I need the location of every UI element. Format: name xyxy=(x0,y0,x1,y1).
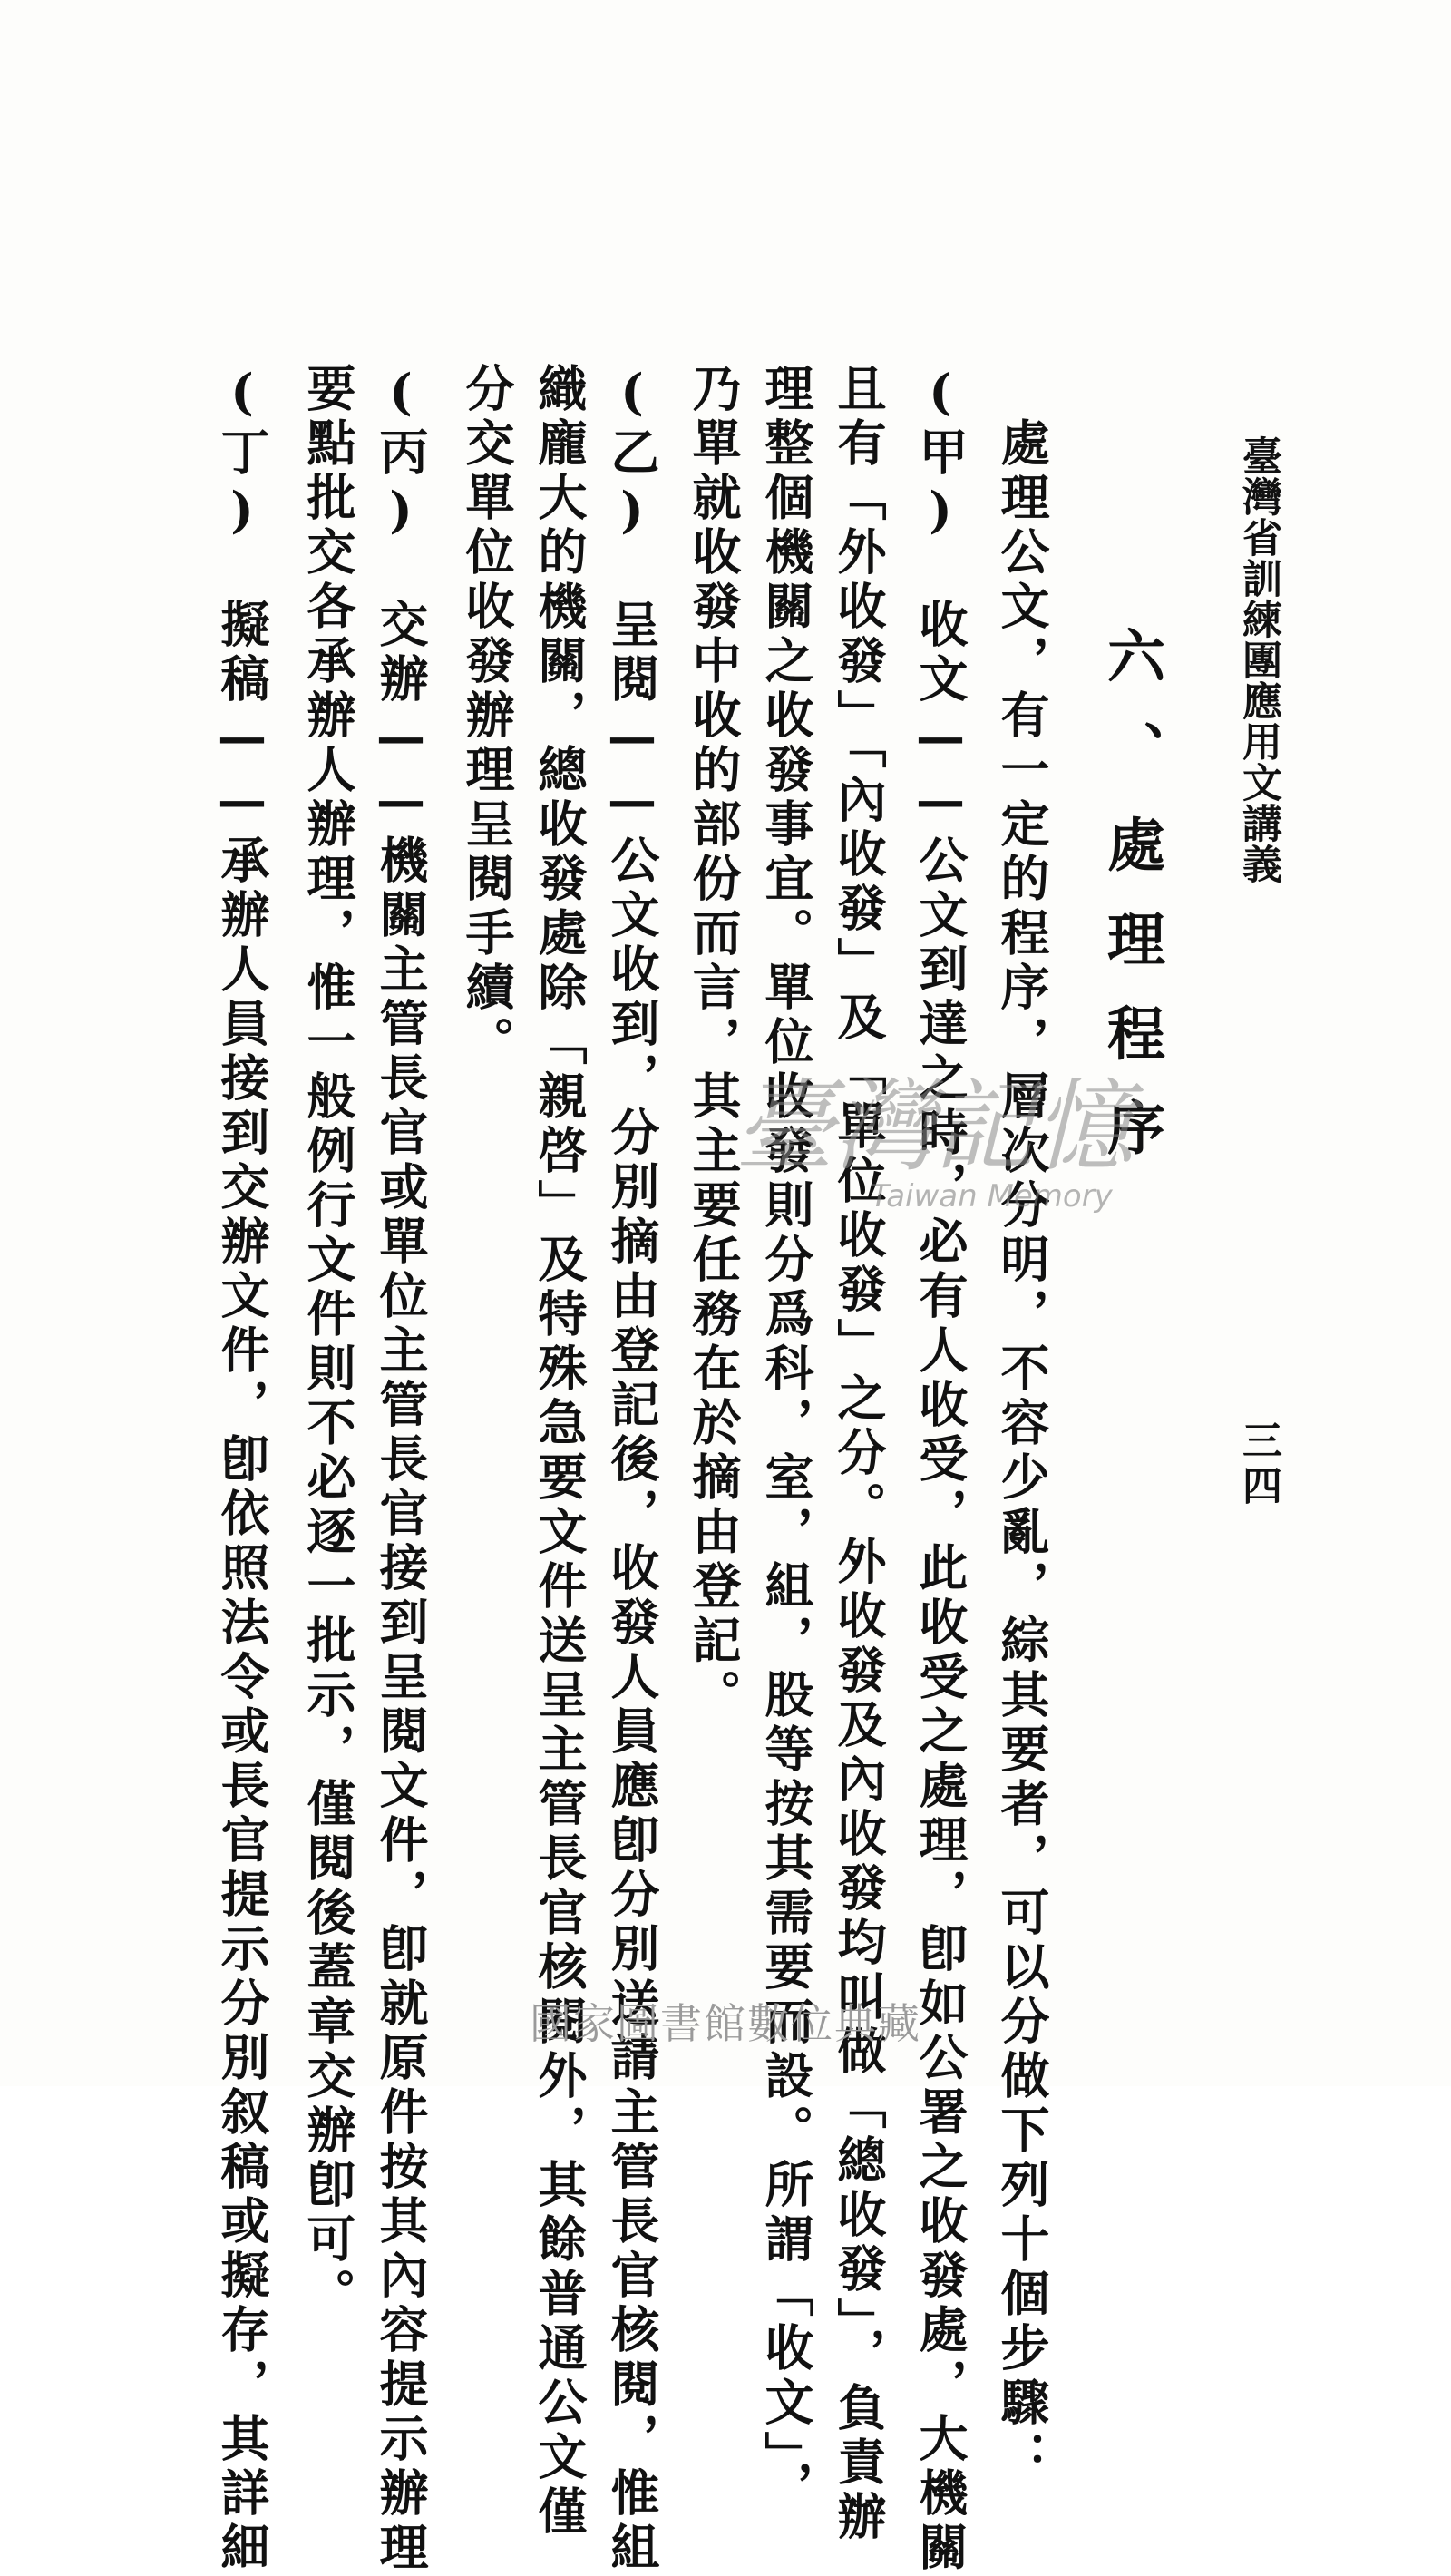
body-line: 理整個機關之收發事宜。單位收發則分爲科，室，組，股等按其需要而設。所謂「收文」， xyxy=(757,363,815,2515)
watermark-subtext: Taiwan Memory xyxy=(871,1178,1113,1215)
watermark-logo xyxy=(726,1061,1197,1215)
watermark-text: 臺灣記憶 xyxy=(735,1068,1134,1185)
body-line: 且有「外收發」「內收發」及「單位收發」之分。外收發及內收發均叫做「總收發」，負責辦 xyxy=(830,363,888,2545)
body-line: 處理公文，有一定的程序，層次分明，不容少亂，綜其要者，可以分做下列十個步驟： xyxy=(993,363,1051,2485)
body-line: (甲) 收文——公文到達之時，必有人收受，此收受之處理，卽如公署之收發處，大機關 xyxy=(911,363,969,2576)
body-line: 要點批交各承辦人辦理，惟一般例行文件則不必逐一批示，僅閱後蓋章交辦卽可。 xyxy=(299,363,357,2322)
footer-collection-label: 國家圖書館數位典藏 xyxy=(530,1999,921,2048)
body-line: (丙) 交辦——機關主管長官或單位主管長官接到呈閱文件，卽就原件按其內容提示辦理 xyxy=(372,363,430,2576)
body-line: 乃單就收發中收的部份而言，其主要任務在於摘由登記。 xyxy=(685,363,743,1723)
body-line: 分交單位收發辦理呈閱手續。 xyxy=(458,363,516,1070)
page-number: 三四 xyxy=(1235,1420,1281,1510)
section-title: 六、處理程序 xyxy=(1097,626,1165,1192)
body-line: (乙) 呈閱——公文收到，分別摘由登記後，收發人員應卽分別送請主管長官核閱，惟組 xyxy=(603,363,661,2576)
running-head: 臺灣省訓練團應用文講義 xyxy=(1235,435,1281,884)
body-line: 織龐大的機關，總收發處除「親啓」及特殊急要文件送呈主管長官核閱外，其餘普通公文僅 xyxy=(531,363,589,2540)
body-line: (丁) 擬稿——承辦人員接到交辦文件，卽依照法令或長官提示分別叙稿或擬存，其詳細 xyxy=(213,363,271,2576)
